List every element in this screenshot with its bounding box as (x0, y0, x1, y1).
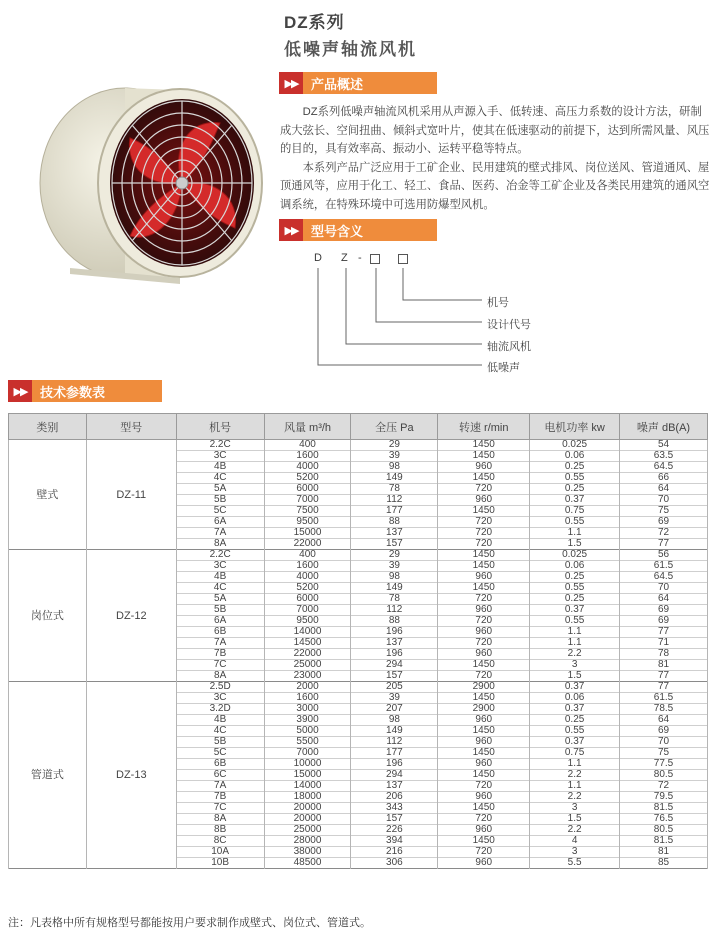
cell-category: 壁式 (9, 440, 87, 550)
cell-power: 0.37 (530, 737, 620, 748)
cell-power: 0.25 (530, 484, 620, 495)
cell-power: 0.06 (530, 693, 620, 704)
cell-airflow: 3900 (264, 715, 351, 726)
cell-pressure: 196 (351, 759, 438, 770)
cell-machine-number: 5A (176, 594, 264, 605)
header-machine-number: 机号 (176, 414, 264, 440)
cell-machine-number: 5C (176, 748, 264, 759)
cell-speed: 1450 (438, 748, 530, 759)
cell-pressure: 137 (351, 781, 438, 792)
model-char-d: D (314, 252, 322, 264)
cell-noise: 64 (620, 715, 708, 726)
cell-airflow: 20000 (264, 814, 351, 825)
cell-machine-number: 6B (176, 627, 264, 638)
series-title: DZ系列 (284, 13, 345, 32)
cell-power: 0.55 (530, 473, 620, 484)
cell-machine-number: 2.5D (176, 682, 264, 693)
cell-machine-number: 4C (176, 726, 264, 737)
cell-machine-number: 5A (176, 484, 264, 495)
cell-power: 0.25 (530, 572, 620, 583)
cell-power: 0.025 (530, 440, 620, 451)
cell-pressure: 29 (351, 550, 438, 561)
cell-airflow: 5500 (264, 737, 351, 748)
cell-pressure: 98 (351, 572, 438, 583)
cell-machine-number: 6A (176, 616, 264, 627)
cell-speed: 960 (438, 715, 530, 726)
cell-power: 0.37 (530, 495, 620, 506)
cell-power: 0.25 (530, 462, 620, 473)
cell-noise: 63.5 (620, 451, 708, 462)
cell-speed: 2900 (438, 704, 530, 715)
label-machine-number: 机号 (487, 297, 509, 309)
cell-noise: 80.5 (620, 825, 708, 836)
overview-text (280, 103, 710, 214)
cell-machine-number: 7C (176, 803, 264, 814)
cell-airflow: 15000 (264, 770, 351, 781)
cell-power: 0.37 (530, 605, 620, 616)
cell-noise: 54 (620, 440, 708, 451)
cell-airflow: 3000 (264, 704, 351, 715)
cell-power: 4 (530, 836, 620, 847)
cell-speed: 1450 (438, 836, 530, 847)
cell-pressure: 39 (351, 561, 438, 572)
cell-pressure: 226 (351, 825, 438, 836)
cell-speed: 1450 (438, 803, 530, 814)
cell-speed: 1450 (438, 726, 530, 737)
cell-airflow: 18000 (264, 792, 351, 803)
cell-airflow: 48500 (264, 858, 351, 869)
cell-machine-number: 5B (176, 737, 264, 748)
cell-speed: 1450 (438, 451, 530, 462)
cell-airflow: 7000 (264, 495, 351, 506)
model-char-dash: - (358, 252, 362, 264)
title-block (284, 8, 417, 60)
cell-airflow: 4000 (264, 572, 351, 583)
cell-pressure: 343 (351, 803, 438, 814)
cell-machine-number: 7A (176, 528, 264, 539)
cell-airflow: 7500 (264, 506, 351, 517)
cell-power: 0.025 (530, 550, 620, 561)
cell-pressure: 88 (351, 616, 438, 627)
cell-pressure: 149 (351, 583, 438, 594)
cell-noise: 78.5 (620, 704, 708, 715)
cell-speed: 720 (438, 781, 530, 792)
cell-power: 3 (530, 847, 620, 858)
cell-noise: 78 (620, 649, 708, 660)
cell-speed: 720 (438, 484, 530, 495)
cell-machine-number: 3C (176, 561, 264, 572)
cell-airflow: 9500 (264, 517, 351, 528)
cell-noise: 79.5 (620, 792, 708, 803)
header-airflow: 风量 m³/h (264, 414, 351, 440)
cell-airflow: 22000 (264, 539, 351, 550)
cell-machine-number: 3.2D (176, 704, 264, 715)
cell-pressure: 205 (351, 682, 438, 693)
cell-machine-number: 2.2C (176, 550, 264, 561)
cell-speed: 720 (438, 814, 530, 825)
cell-speed: 1450 (438, 583, 530, 594)
header-total-pressure: 全压 Pa (351, 414, 438, 440)
cell-airflow: 15000 (264, 528, 351, 539)
label-axial-fan: 轴流风机 (487, 341, 531, 353)
fan-product-image (30, 78, 270, 288)
cell-airflow: 400 (264, 550, 351, 561)
table-row (9, 682, 708, 693)
overview-paragraph-2: 本系列产品广泛应用于工矿企业、民用建筑的壁式排风、岗位送风、管道通风、屋顶通风等，应用于化工、轻工、食品、医药、冶金等工矿企业及各类民用建筑的通风空调系统，在特殊环境中可选用防爆型风机。 (280, 161, 710, 211)
cell-noise: 61.5 (620, 561, 708, 572)
cell-noise: 66 (620, 473, 708, 484)
cell-airflow: 14000 (264, 627, 351, 638)
cell-power: 0.75 (530, 506, 620, 517)
cell-power: 1.1 (530, 759, 620, 770)
cell-airflow: 23000 (264, 671, 351, 682)
cell-noise: 76.5 (620, 814, 708, 825)
cell-noise: 69 (620, 726, 708, 737)
cell-airflow: 14000 (264, 781, 351, 792)
cell-noise: 64.5 (620, 462, 708, 473)
cell-pressure: 196 (351, 649, 438, 660)
cell-pressure: 394 (351, 836, 438, 847)
cell-machine-number: 7B (176, 649, 264, 660)
cell-power: 0.25 (530, 594, 620, 605)
overview-section-label: 产品概述 (303, 72, 437, 94)
cell-machine-number: 4B (176, 462, 264, 473)
cell-noise: 77 (620, 627, 708, 638)
cell-machine-number: 6B (176, 759, 264, 770)
label-low-noise: 低噪声 (487, 362, 520, 374)
product-title: 低噪声轴流风机 (284, 40, 417, 59)
cell-speed: 1450 (438, 440, 530, 451)
cell-speed: 1450 (438, 770, 530, 781)
cell-pressure: 137 (351, 638, 438, 649)
cell-machine-number: 7C (176, 660, 264, 671)
cell-power: 0.55 (530, 583, 620, 594)
header-speed: 转速 r/min (438, 414, 530, 440)
cell-pressure: 98 (351, 715, 438, 726)
cell-noise: 64 (620, 484, 708, 495)
cell-speed: 960 (438, 605, 530, 616)
cell-speed: 1450 (438, 550, 530, 561)
cell-speed: 960 (438, 627, 530, 638)
cell-machine-number: 3C (176, 693, 264, 704)
cell-airflow: 5200 (264, 583, 351, 594)
header-noise: 噪声 dB(A) (620, 414, 708, 440)
cell-speed: 1450 (438, 473, 530, 484)
cell-noise: 69 (620, 517, 708, 528)
cell-pressure: 294 (351, 770, 438, 781)
table-header-row (9, 414, 708, 440)
cell-power: 3 (530, 803, 620, 814)
cell-speed: 720 (438, 847, 530, 858)
cell-power: 0.37 (530, 682, 620, 693)
cell-noise: 77 (620, 539, 708, 550)
cell-pressure: 157 (351, 539, 438, 550)
cell-pressure: 306 (351, 858, 438, 869)
cell-speed: 1450 (438, 693, 530, 704)
cell-pressure: 294 (351, 660, 438, 671)
cell-pressure: 137 (351, 528, 438, 539)
cell-machine-number: 5B (176, 605, 264, 616)
cell-airflow: 38000 (264, 847, 351, 858)
cell-machine-number: 5B (176, 495, 264, 506)
cell-machine-number: 4B (176, 572, 264, 583)
double-arrow-icon: ▶▶ (279, 72, 303, 94)
cell-machine-number: 7A (176, 781, 264, 792)
cell-power: 2.2 (530, 825, 620, 836)
cell-machine-number: 4C (176, 473, 264, 484)
cell-airflow: 28000 (264, 836, 351, 847)
cell-noise: 72 (620, 781, 708, 792)
cell-model: DZ-13 (86, 682, 176, 869)
cell-speed: 720 (438, 671, 530, 682)
cell-machine-number: 8B (176, 825, 264, 836)
cell-airflow: 1600 (264, 451, 351, 462)
overview-paragraph-1: DZ系列低噪声轴流风机采用从声源入手、低转速、高压力系数的设计方法，研制成大弦长、空间扭曲、倾斜式宽叶片，使其在低速驱动的前提下，达到所需风量、风压的目的，具有效率高、振动小、运转平稳等特点。 (280, 106, 710, 155)
cell-pressure: 157 (351, 671, 438, 682)
cell-noise: 77.5 (620, 759, 708, 770)
cell-pressure: 206 (351, 792, 438, 803)
cell-speed: 960 (438, 462, 530, 473)
cell-speed: 720 (438, 517, 530, 528)
cell-noise: 64.5 (620, 572, 708, 583)
cell-speed: 960 (438, 572, 530, 583)
table-row (9, 550, 708, 561)
cell-airflow: 7000 (264, 605, 351, 616)
cell-noise: 56 (620, 550, 708, 561)
cell-airflow: 6000 (264, 484, 351, 495)
cell-power: 0.55 (530, 517, 620, 528)
cell-airflow: 9500 (264, 616, 351, 627)
cell-power: 2.2 (530, 770, 620, 781)
cell-power: 0.75 (530, 748, 620, 759)
cell-speed: 1450 (438, 660, 530, 671)
header-category: 类别 (9, 414, 87, 440)
cell-speed: 960 (438, 737, 530, 748)
cell-noise: 85 (620, 858, 708, 869)
cell-noise: 77 (620, 682, 708, 693)
cell-machine-number: 3C (176, 451, 264, 462)
cell-power: 1.1 (530, 528, 620, 539)
cell-pressure: 88 (351, 517, 438, 528)
cell-pressure: 149 (351, 726, 438, 737)
cell-airflow: 400 (264, 440, 351, 451)
cell-noise: 80.5 (620, 770, 708, 781)
cell-power: 1.5 (530, 814, 620, 825)
cell-speed: 960 (438, 858, 530, 869)
header-model: 型号 (86, 414, 176, 440)
cell-speed: 960 (438, 792, 530, 803)
cell-power: 1.5 (530, 671, 620, 682)
model-code-lines (312, 252, 572, 377)
cell-power: 0.06 (530, 451, 620, 462)
model-code-box-design (370, 254, 380, 264)
cell-power: 2.2 (530, 792, 620, 803)
cell-noise: 70 (620, 495, 708, 506)
cell-pressure: 39 (351, 451, 438, 462)
cell-machine-number: 4C (176, 583, 264, 594)
cell-noise: 69 (620, 616, 708, 627)
cell-airflow: 1600 (264, 693, 351, 704)
cell-machine-number: 8A (176, 671, 264, 682)
model-char-z: Z (341, 252, 348, 264)
cell-speed: 960 (438, 495, 530, 506)
cell-airflow: 14500 (264, 638, 351, 649)
cell-pressure: 98 (351, 462, 438, 473)
cell-pressure: 207 (351, 704, 438, 715)
cell-noise: 77 (620, 671, 708, 682)
model-meaning-section-label: 型号含义 (303, 219, 437, 241)
cell-pressure: 29 (351, 440, 438, 451)
double-arrow-icon: ▶▶ (279, 219, 303, 241)
cell-speed: 960 (438, 825, 530, 836)
cell-pressure: 177 (351, 506, 438, 517)
cell-airflow: 2000 (264, 682, 351, 693)
cell-airflow: 5000 (264, 726, 351, 737)
cell-machine-number: 8A (176, 814, 264, 825)
cell-speed: 720 (438, 594, 530, 605)
overview-section-header (279, 72, 437, 94)
cell-noise: 75 (620, 506, 708, 517)
cell-airflow: 22000 (264, 649, 351, 660)
cell-speed: 720 (438, 539, 530, 550)
cell-pressure: 216 (351, 847, 438, 858)
cell-category: 岗位式 (9, 550, 87, 682)
cell-power: 1.1 (530, 781, 620, 792)
cell-noise: 81.5 (620, 836, 708, 847)
tech-params-section-header (8, 380, 162, 402)
cell-noise: 75 (620, 748, 708, 759)
cell-machine-number: 2.2C (176, 440, 264, 451)
label-design-code: 设计代号 (487, 319, 531, 331)
cell-noise: 72 (620, 528, 708, 539)
cell-noise: 81.5 (620, 803, 708, 814)
cell-machine-number: 8A (176, 539, 264, 550)
cell-power: 0.06 (530, 561, 620, 572)
cell-speed: 1450 (438, 561, 530, 572)
cell-pressure: 112 (351, 737, 438, 748)
cell-speed: 720 (438, 616, 530, 627)
cell-noise: 70 (620, 737, 708, 748)
cell-airflow: 10000 (264, 759, 351, 770)
cell-pressure: 196 (351, 627, 438, 638)
tech-params-section-label: 技术参数表 (32, 380, 162, 402)
cell-speed: 2900 (438, 682, 530, 693)
cell-noise: 64 (620, 594, 708, 605)
cell-machine-number: 6A (176, 517, 264, 528)
cell-noise: 70 (620, 583, 708, 594)
cell-pressure: 177 (351, 748, 438, 759)
cell-pressure: 78 (351, 484, 438, 495)
cell-power: 0.55 (530, 726, 620, 737)
double-arrow-icon: ▶▶ (8, 380, 32, 402)
cell-airflow: 25000 (264, 660, 351, 671)
tech-params-table (8, 413, 708, 869)
cell-machine-number: 7B (176, 792, 264, 803)
cell-airflow: 4000 (264, 462, 351, 473)
cell-airflow: 1600 (264, 561, 351, 572)
cell-power: 1.1 (530, 638, 620, 649)
cell-airflow: 7000 (264, 748, 351, 759)
cell-pressure: 78 (351, 594, 438, 605)
cell-speed: 1450 (438, 506, 530, 517)
cell-machine-number: 4B (176, 715, 264, 726)
table-row (9, 440, 708, 451)
cell-power: 3 (530, 660, 620, 671)
model-code-box-number (398, 254, 408, 264)
cell-pressure: 112 (351, 495, 438, 506)
cell-category: 管道式 (9, 682, 87, 869)
table-footnote: 注：凡表格中所有规格型号都能按用户要求制作成壁式、岗位式、管道式。 (8, 917, 371, 929)
cell-pressure: 112 (351, 605, 438, 616)
cell-noise: 69 (620, 605, 708, 616)
model-meaning-section-header (279, 219, 437, 241)
cell-speed: 960 (438, 759, 530, 770)
cell-power: 0.25 (530, 715, 620, 726)
cell-airflow: 6000 (264, 594, 351, 605)
header-motor-power: 电机功率 kw (530, 414, 620, 440)
cell-power: 2.2 (530, 649, 620, 660)
cell-machine-number: 10A (176, 847, 264, 858)
cell-power: 1.5 (530, 539, 620, 550)
cell-noise: 81 (620, 660, 708, 671)
cell-pressure: 39 (351, 693, 438, 704)
cell-power: 5.5 (530, 858, 620, 869)
cell-noise: 81 (620, 847, 708, 858)
cell-machine-number: 6C (176, 770, 264, 781)
cell-machine-number: 8C (176, 836, 264, 847)
cell-machine-number: 10B (176, 858, 264, 869)
cell-airflow: 5200 (264, 473, 351, 484)
cell-machine-number: 5C (176, 506, 264, 517)
cell-power: 1.1 (530, 627, 620, 638)
cell-power: 0.55 (530, 616, 620, 627)
cell-speed: 960 (438, 649, 530, 660)
cell-noise: 71 (620, 638, 708, 649)
cell-speed: 720 (438, 638, 530, 649)
cell-airflow: 20000 (264, 803, 351, 814)
cell-pressure: 149 (351, 473, 438, 484)
cell-airflow: 25000 (264, 825, 351, 836)
model-code-diagram (312, 252, 572, 377)
table-body (9, 440, 708, 869)
cell-noise: 61.5 (620, 693, 708, 704)
cell-speed: 720 (438, 528, 530, 539)
cell-pressure: 157 (351, 814, 438, 825)
cell-model: DZ-12 (86, 550, 176, 682)
cell-power: 0.37 (530, 704, 620, 715)
cell-model: DZ-11 (86, 440, 176, 550)
cell-machine-number: 7A (176, 638, 264, 649)
